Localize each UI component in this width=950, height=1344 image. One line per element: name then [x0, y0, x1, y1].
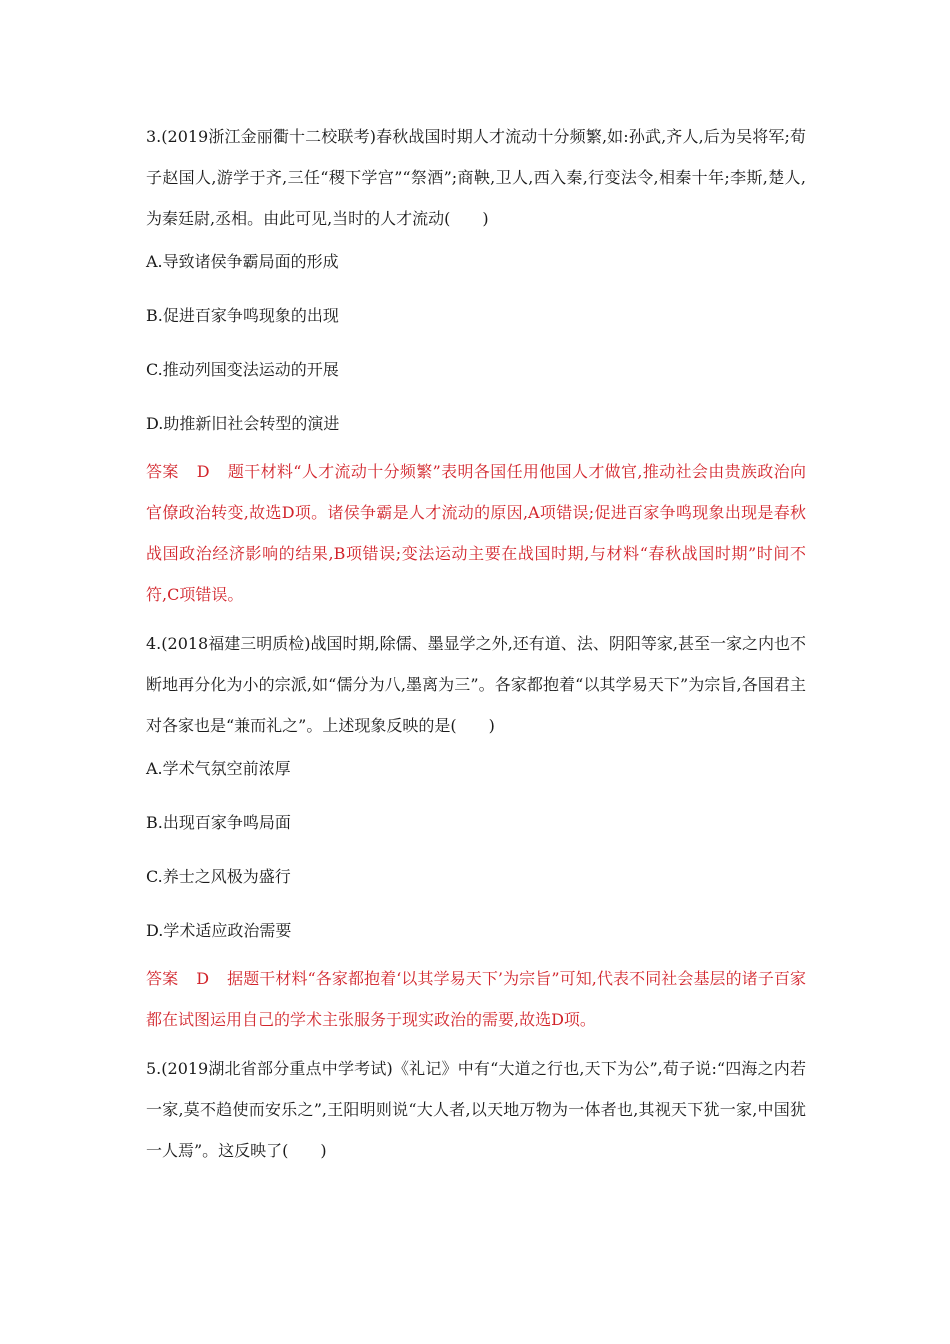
question-3-option-b: B.促进百家争鸣现象的出现	[146, 306, 339, 325]
answer-letter: D	[196, 969, 210, 988]
document-page	[146, 116, 806, 1171]
answer-letter: D	[196, 462, 210, 481]
answer-label: 答案	[146, 969, 179, 988]
answer-explanation: 据题干材料“各家都抱着‘以其学易天下’为宗旨”可知,代表不同社会基层的诸子百家都在试图运用自己的学术主张服务于现实政治的需要,故选D项。	[146, 969, 806, 1029]
question-5-stem: 5.(2019湖北省部分重点中学考试)《礼记》中有“大道之行也,天下为公”,荀子说:“四海之内若一家,莫不趋使而安乐之”,王阳明则说“大人者,以天地万物为一体者也,其视天下犹一家,中国犹一人焉”。这反映了( )	[146, 1059, 806, 1160]
question-3-stem: 3.(2019浙江金丽衢十二校联考)春秋战国时期人才流动十分频繁,如:孙武,齐人,后为吴将军;荀子赵国人,游学于齐,三任“稷下学宫”“祭酒”;商鞅,卫人,西入秦,行变法令,相秦十年;李斯,楚人,为秦廷尉,丞相。由此可见,当时的人才流动( )	[146, 127, 806, 228]
answer-label: 答案	[146, 462, 179, 481]
question-4-option-a: A.学术气氛空前浓厚	[146, 759, 291, 778]
question-3-option-c: C.推动列国变法运动的开展	[146, 360, 339, 379]
question-3-option-d: D.助推新旧社会转型的演进	[146, 414, 340, 433]
question-4-stem: 4.(2018福建三明质检)战国时期,除儒、墨显学之外,还有道、法、阴阳等家,甚至一家之内也不断地再分化为小的宗派,如“儒分为八,墨离为三”。各家都抱着“以其学易天下”为宗旨,各国君主对各家也是“兼而礼之”。上述现象反映的是( )	[146, 634, 806, 735]
answer-explanation: 题干材料“人才流动十分频繁”表明各国任用他国人才做官,推动社会由贵族政治向官僚政治转变,故选D项。诸侯争霸是人才流动的原因,A项错误;促进百家争鸣现象出现是春秋战国政治经济影响的结果,B项错误;变法运动主要在战国时期,与材料“春秋战国时期”时间不符,C项错误。	[146, 462, 806, 604]
question-4-answer	[146, 958, 806, 1040]
question-4-option-d: D.学术适应政治需要	[146, 921, 292, 940]
question-3-answer	[146, 451, 806, 615]
question-4-option-c: C.养士之风极为盛行	[146, 867, 291, 886]
question-3-option-a: A.导致诸侯争霸局面的形成	[146, 252, 339, 271]
question-4-option-b: B.出现百家争鸣局面	[146, 813, 291, 832]
